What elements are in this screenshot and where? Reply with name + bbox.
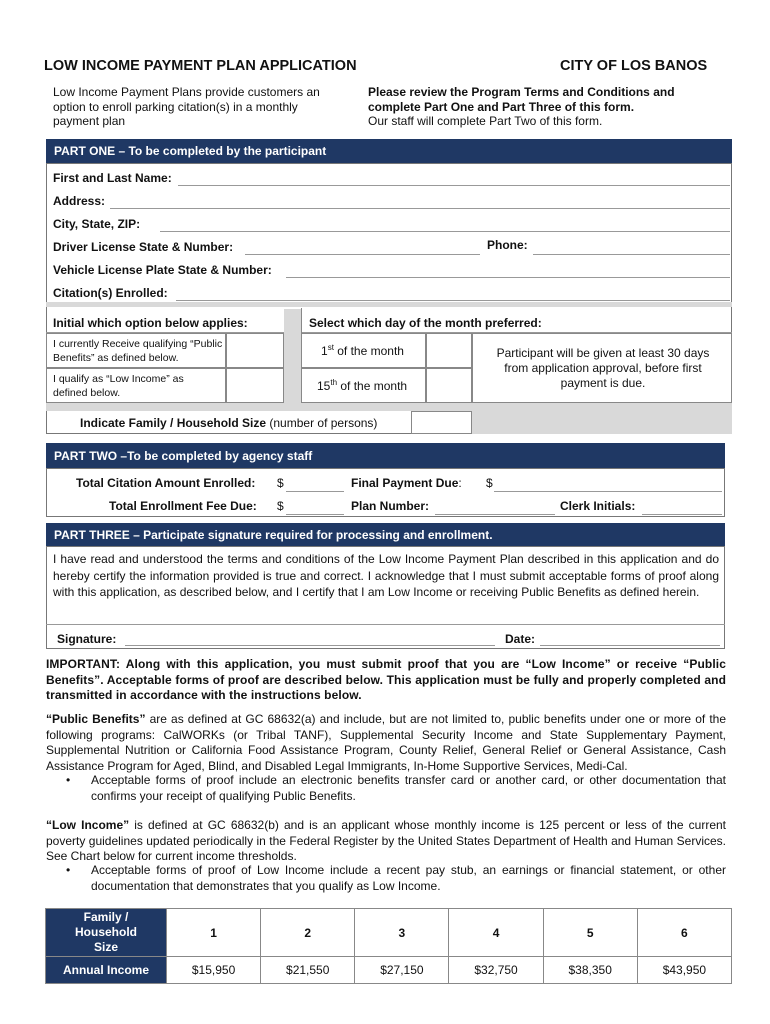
final-colon: :: [458, 476, 462, 490]
day-1-text: [321, 343, 404, 358]
license-line[interactable]: [245, 254, 480, 255]
intro-right-bold: Please review the Program Terms and Conditions and complete Part One and Part Three of this form.: [368, 85, 675, 114]
separator: [46, 403, 732, 411]
day-1-checkbox[interactable]: [426, 333, 472, 368]
day-1-cell: [301, 333, 426, 368]
day-1-rest: of the month: [333, 344, 404, 358]
size-cell: 5: [543, 909, 637, 957]
income-cell: $27,150: [355, 957, 449, 984]
approval-note: Participant will be given at least 30 days from application approval, before first payment is due.: [496, 346, 710, 390]
low-income-text: is defined at GC 68632(b) and is an applicant whose monthly income is 125 percent or less of the current poverty guidelines updated periodically in the Federal Register by the United States Department of Health and Human Services. See Chart below for current income thresholds.: [46, 818, 726, 863]
citations-line[interactable]: [176, 300, 730, 301]
final-currency: $: [486, 476, 493, 490]
important-text: IMPORTANT: Along with this application, you must submit proof that you are “Low Income” or receive “Public Benefits”. Acceptable forms of proof are described below. This application must be fully and properly completed and transmitted in accordance with the instructions below.: [46, 657, 726, 702]
income-table: [45, 908, 732, 984]
part-three-heading: PART THREE – Participate signature required for processing and enrollment.: [46, 523, 725, 546]
license-label: Driver License State & Number:: [53, 240, 234, 254]
address-row[interactable]: [46, 188, 732, 210]
citations-row[interactable]: [46, 280, 732, 302]
city-row[interactable]: [46, 211, 732, 233]
separator: [46, 302, 732, 307]
household-size-input[interactable]: [411, 411, 472, 434]
city-name: CITY OF LOS BANOS: [560, 58, 708, 74]
clerk-line[interactable]: [642, 514, 722, 515]
low-income-definition: [46, 818, 726, 865]
signature-line[interactable]: [125, 645, 495, 646]
gray-column: [284, 309, 301, 403]
income-cell: $21,550: [261, 957, 355, 984]
income-cell: $15,950: [167, 957, 261, 984]
plate-row[interactable]: [46, 257, 732, 279]
phone-line[interactable]: [533, 254, 730, 255]
household-label-normal: (number of persons): [266, 416, 378, 430]
cert-rule: [46, 624, 725, 625]
city-line[interactable]: [160, 231, 730, 232]
city-label: City, State, ZIP:: [53, 217, 141, 231]
household-label-bold: Indicate Family / Household Size: [80, 416, 267, 430]
total-currency: $: [277, 476, 284, 490]
phone-label: Phone:: [487, 238, 528, 252]
option-public-cell: [46, 333, 226, 368]
day-15-sup: th: [330, 378, 338, 387]
bullet-icon: •: [66, 863, 71, 877]
certification-text: I have read and understood the terms and conditions of the Low Income Payment Plan described in this application and do hereby certify the information provided is true and correct. I acknowledge that I must submit acceptable forms of proof along with this application, as described below, and I certify that I am Low Income or receiving Public Benefits as defined herein.: [53, 552, 719, 599]
total-label: Total Citation Amount Enrolled:: [76, 476, 256, 490]
size-cell: 6: [637, 909, 731, 957]
income-cell: $43,950: [637, 957, 731, 984]
size-cell: 1: [167, 909, 261, 957]
clerk-label: Clerk Initials:: [560, 499, 636, 513]
day-1-sup: st: [327, 343, 334, 352]
name-label: First and Last Name:: [53, 171, 172, 185]
table-row: [46, 957, 732, 984]
plate-label: Vehicle License Plate State & Number:: [53, 263, 272, 277]
address-line[interactable]: [110, 208, 730, 209]
income-cell: $32,750: [449, 957, 543, 984]
address-label: Address:: [53, 194, 106, 208]
form-title: LOW INCOME PAYMENT PLAN APPLICATION: [44, 58, 357, 74]
final-line[interactable]: [494, 491, 722, 492]
fee-label: Total Enrollment Fee Due:: [109, 499, 257, 513]
final-label: [351, 476, 462, 490]
day-label: Select which day of the month preferred:: [309, 316, 542, 330]
intro-right-normal: Our staff will complete Part Two of this form.: [368, 114, 603, 128]
part-one-heading: PART ONE – To be completed by the participant: [46, 139, 732, 163]
gray-fill: [472, 411, 732, 434]
household-size-header: [46, 909, 167, 957]
size-cell: 2: [261, 909, 355, 957]
table-row: [46, 909, 732, 957]
intro-left: Low Income Payment Plans provide customers an option to enroll parking citation(s) in a monthly payment plan: [53, 85, 320, 128]
plan-line[interactable]: [435, 514, 555, 515]
approval-note-cell: [472, 333, 732, 403]
size-cell: 3: [355, 909, 449, 957]
day-15-cell: [301, 368, 426, 403]
public-benefits-definition: [46, 712, 726, 774]
household-label: [80, 416, 377, 430]
day-1-num: 1: [321, 344, 328, 358]
size-cell: 4: [449, 909, 543, 957]
day-15-rest: of the month: [337, 379, 408, 393]
initial-income-box[interactable]: [226, 368, 284, 403]
part-two-heading: PART TWO –To be completed by agency staff: [46, 443, 725, 468]
fee-currency: $: [277, 499, 284, 513]
initial-label: Initial which option below applies:: [53, 316, 248, 330]
low-income-proof: Acceptable forms of proof of Low Income include a recent pay stub, an earnings or financial statement, or other documentation that demonstrates that you qualify as Low Income.: [91, 863, 726, 893]
name-line[interactable]: [178, 185, 730, 186]
citations-label: Citation(s) Enrolled:: [53, 286, 168, 300]
day-15-checkbox[interactable]: [426, 368, 472, 403]
household-size-header-text: Family / Household Size: [75, 910, 137, 954]
public-benefits-text: are as defined at GC 68632(a) and include, but are not limited to, public benefits under one or more of the following programs: CalWORKs (or Tribal TANF), Supplemental Security Income and State Supplementary Payment, Supplemental Nutrition or California Food Assistance Program, County Relief, General Relief or General Assistance, Cash Assistance Program for Aged, Blind, and Disabled Legal Immigrants, In-Home Supportive Services, Medi-Cal.: [46, 712, 726, 773]
low-income-term: “Low Income”: [46, 818, 130, 832]
public-benefits-term: “Public Benefits”: [46, 712, 146, 726]
total-line[interactable]: [286, 491, 344, 492]
signature-label: Signature:: [57, 632, 117, 646]
final-label-text: Final Payment Due: [351, 476, 459, 490]
income-cell: $38,350: [543, 957, 637, 984]
name-row[interactable]: [46, 165, 732, 187]
plate-line[interactable]: [286, 277, 730, 278]
date-line[interactable]: [540, 645, 720, 646]
day-15-num: 15: [317, 379, 331, 393]
date-label: Date:: [505, 632, 536, 646]
initial-public-box[interactable]: [226, 333, 284, 368]
fee-line[interactable]: [286, 514, 344, 515]
option-public-text: I currently Receive qualifying “Public Benefits” as defined below.: [53, 338, 223, 364]
intro-right: [368, 85, 708, 129]
license-row[interactable]: [46, 234, 732, 256]
day-15-text: [317, 378, 407, 393]
public-benefits-proof: Acceptable forms of proof include an electronic benefits transfer card or another card, or other documentation that confirms your receipt of qualifying Public Benefits.: [91, 773, 726, 803]
option-income-text: I qualify as “Low Income” as defined below.: [53, 373, 184, 399]
annual-income-header: Annual Income: [46, 957, 167, 984]
option-income-cell: [46, 368, 226, 403]
plan-label: Plan Number:: [351, 499, 430, 513]
bullet-icon: •: [66, 773, 71, 787]
